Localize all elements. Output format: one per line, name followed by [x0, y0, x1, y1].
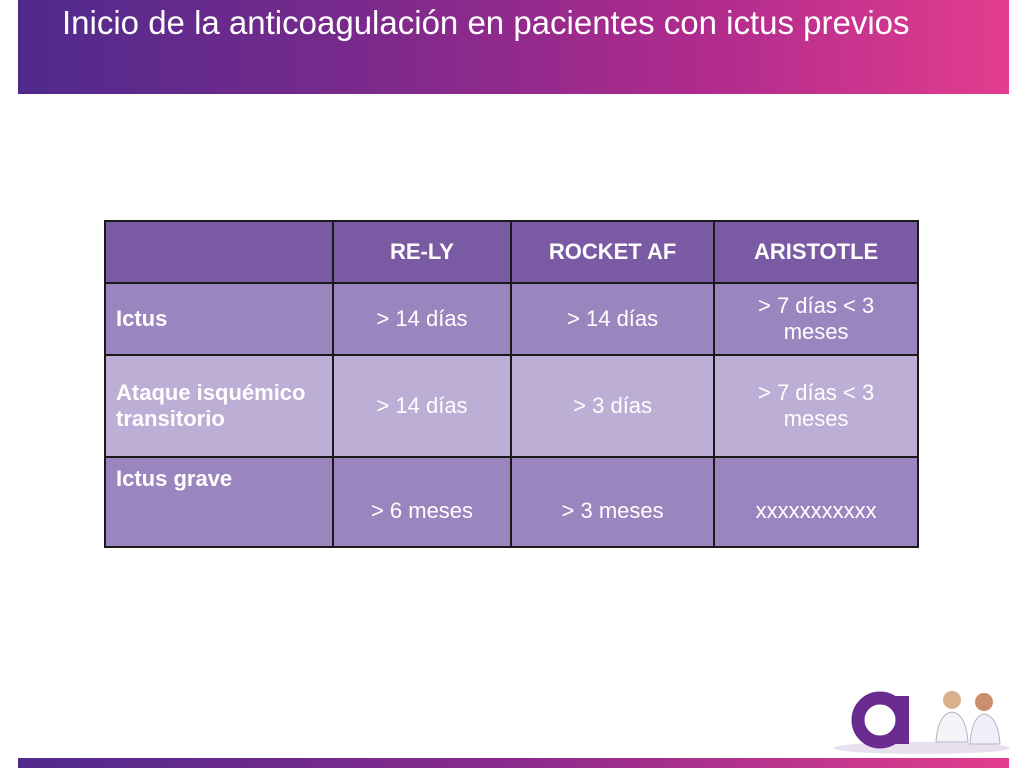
doctor-head-icon: [943, 691, 961, 709]
table-cell: > 14 días: [511, 283, 714, 355]
logo-letter-a-stem: [896, 696, 909, 744]
column-header-rocket-af: ROCKET AF: [511, 221, 714, 283]
table-cell: > 14 días: [333, 355, 511, 457]
table-cell: > 3 meses: [511, 457, 714, 547]
brand-logo: [832, 682, 1012, 758]
table-row: [105, 283, 918, 355]
row-label: Ictus: [105, 283, 333, 355]
table-row: [105, 355, 918, 457]
column-header-rely: RE-LY: [333, 221, 511, 283]
column-header-aristotle: ARISTOTLE: [714, 221, 918, 283]
nurse-head-icon: [975, 693, 993, 711]
nurse-coat-icon: [970, 714, 1000, 744]
table-cell: > 14 días: [333, 283, 511, 355]
row-label: Ictus grave: [105, 457, 333, 547]
table-cell: > 3 días: [511, 355, 714, 457]
logo-letter-a-bowl: [858, 698, 902, 742]
slide-title: Inicio de la anticoagulación en pacientes con ictus previos: [62, 4, 910, 41]
table-row: [105, 457, 918, 547]
table-header-row: [105, 221, 918, 283]
doctor-coat-icon: [936, 712, 968, 742]
row-label: Ataque isquémico transitorio: [105, 355, 333, 457]
footer-bar: [18, 758, 1009, 768]
table-cell: > 6 meses: [333, 457, 511, 547]
table-cell: xxxxxxxxxxx: [714, 457, 918, 547]
table-cell: > 7 días < 3 meses: [714, 283, 918, 355]
table-corner-cell: [105, 221, 333, 283]
table-cell: > 7 días < 3 meses: [714, 355, 918, 457]
comparison-table: [104, 220, 919, 548]
